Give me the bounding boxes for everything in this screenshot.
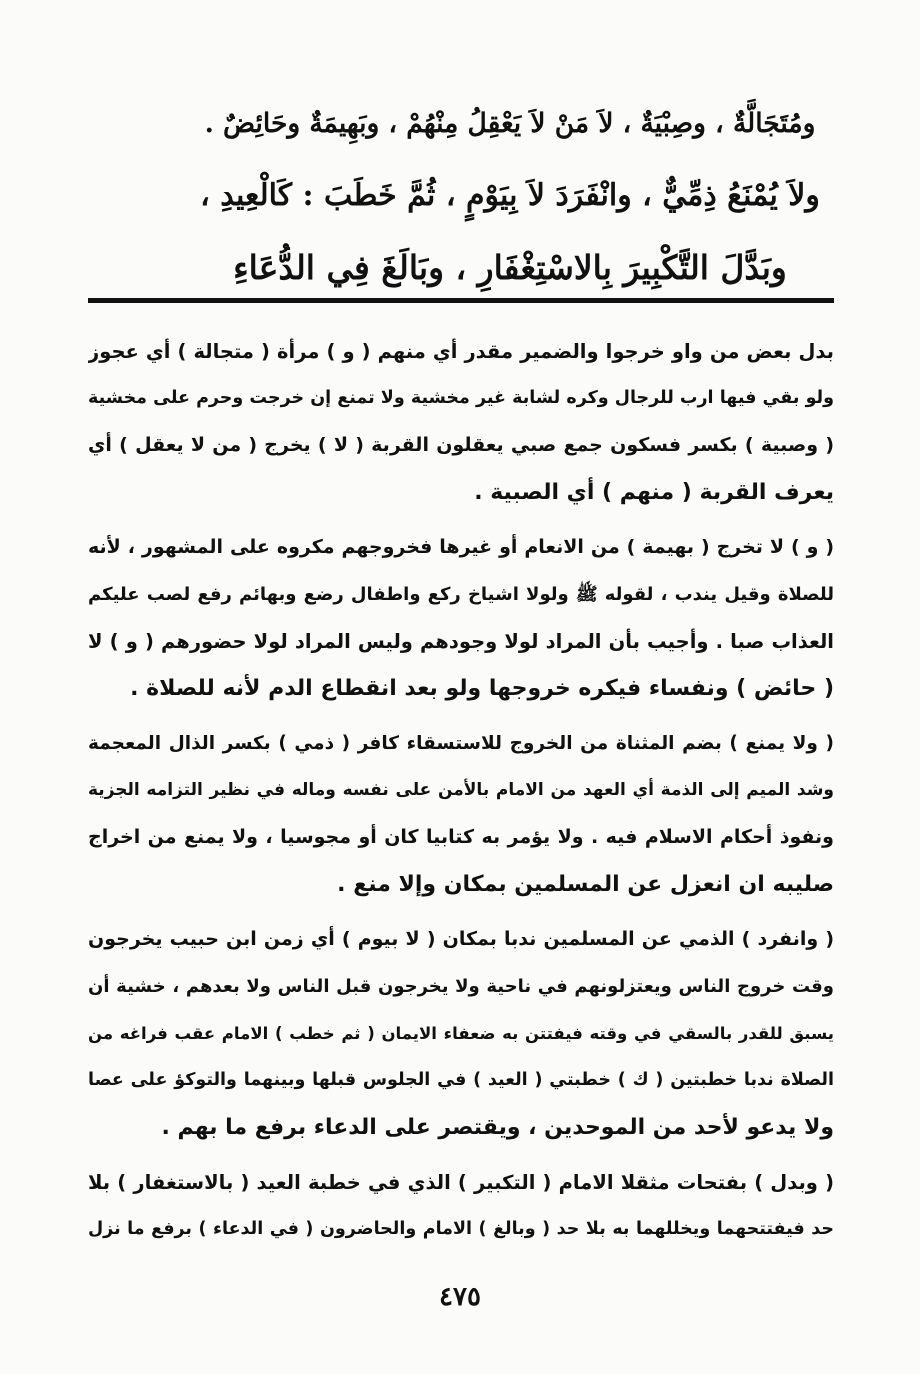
sharh-paragraph (88, 524, 834, 712)
sharh-line: وشد الميم إلى الذمة أي العهد من الامام بالأمن على نفسه وماله في نظير التزامه الجزية (88, 780, 834, 800)
sharh-line: ولو بقي فيها ارب للرجال وكره لشابة غير مخشية ولا تمنع إن خرجت وحرم على مخشية (88, 388, 834, 408)
sharh-line: العذاب صبا . وأجيب بأن المراد لولا وجودهم وليس المراد لولا حضورهم ( و ) لا (88, 630, 834, 653)
sharh-line: حد فيفتتحهما ويخللهما به بلا حد ( وبالغ ) الامام والحاضرون ( في الدعاء ) برفع ما نزل (88, 1219, 834, 1239)
sharh-line: وقت خروج الناس ويعتزلونهم في ناحية ولا يخرجون قبل الناس ولا بعدهم ، خشية أن (88, 976, 834, 997)
sharh-line: الصلاة ندبا خطبتين ( ك ) خطبتي ( العيد ) في الجلوس قبلها وبينهما والتوكؤ على عصا (88, 1070, 834, 1090)
sharh-line: يعرف القربة ( منهم ) أي الصبية . (474, 480, 834, 505)
sharh-line: يسبق للقدر بالسقي في وقته فيفتتن به ضعفاء الايمان ( ثم خطب ) الامام عقب فراغه من (88, 1024, 834, 1043)
page-number: ٤٧٥ (439, 1282, 481, 1312)
sharh-line: ( وصبية ) بكسر فسكون جمع صبي يعقلون القربة ( لا ) يخرج ( من لا يعقل ) أي (88, 434, 834, 456)
sharh-paragraph (88, 328, 834, 516)
sharh-line: ونفوذ أحكام الاسلام فيه . ولا يؤمر به كتابيا كان أو مجوسيا ، ولا يمنع من اخراج (88, 826, 834, 848)
matn-line: ولاَ يُمْنَعُ ذِمِّيٌّ ، وانْفَرَدَ لاَ بِيَوْمٍ ، ثُمَّ خَطَبَ : كَالْعِيدِ ، (200, 178, 820, 213)
sharh-paragraph (88, 1159, 834, 1253)
sharh-paragraph (88, 916, 834, 1151)
sharh-line: ( حائض ) ونفساء فيكره خروجها ولو بعد انقطاع الدم لأنه للصلاة . (130, 676, 834, 701)
sharh-line: للصلاة وقيل يندب ، لقوله ﷺ ولولا اشياخ ركع واطفال رضع وبهائم رفع لصب عليكم (88, 584, 834, 605)
sharh-commentary (88, 328, 834, 1261)
matn-line: ومُتَجَالَّةٌ ، وصِبْيَةٌ ، لاَ مَنْ لاَ يَعْقِلُ مِنْهُمْ ، وبَهِيمَةٌ وحَائِضٌ . (204, 108, 816, 139)
sharh-paragraph (88, 720, 834, 908)
sharh-line: ( وبدل ) بفتحات مثقلا الامام ( التكبير ) الذي في خطبة العيد ( بالاستغفار ) بلا (88, 1171, 834, 1194)
sharh-line: بدل بعض من واو خرجوا والضمير مقدر أي منهم ( و ) مرأة ( متجالة ) أي عجوز (88, 340, 834, 363)
matn-text (200, 88, 820, 304)
sharh-line: ولا يدعو لأحد من الموحدين ، ويقتصر على الدعاء برفع ما بهم . (161, 1115, 834, 1140)
separator-rule (88, 298, 834, 303)
sharh-line: ( وانفرد ) الذمي عن المسلمين ندبا بمكان ( لا بيوم ) أي زمن ابن حبيب يخرجون (88, 928, 834, 950)
sharh-line: ( و ) لا تخرج ( بهيمة ) من الانعام أو غيرها فخروجهم مكروه على المشهور ، لأنه (88, 536, 834, 558)
sharh-line: صليبه ان انعزل عن المسلمين بمكان وإلا منع . (337, 872, 834, 897)
sharh-line: ( ولا يمنع ) بضم المثناة من الخروج للاستسقاء كافر ( ذمي ) بكسر الذال المعجمة (88, 733, 834, 754)
matn-line: وبَدَّلَ التَّكْبِيرَ بِالاسْتِغْفَارِ ، وبَالَغَ فِي الدُّعَاءِ (233, 248, 787, 287)
